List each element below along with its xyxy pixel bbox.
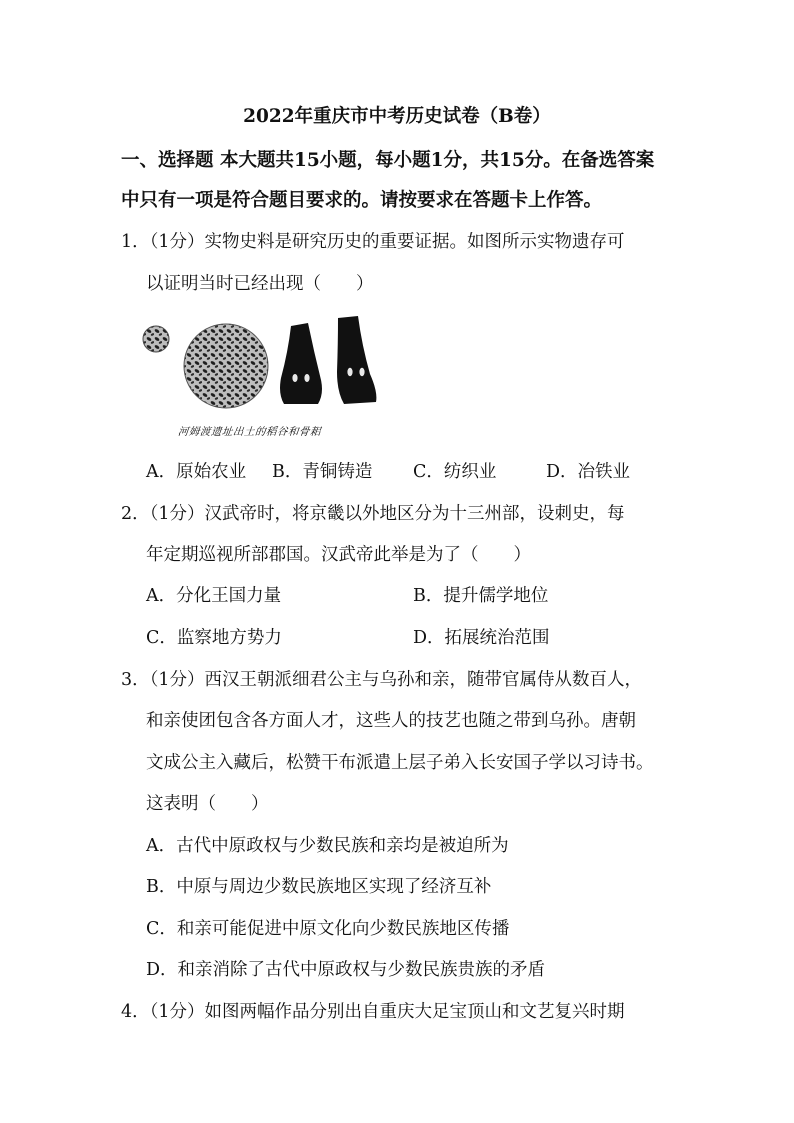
- q3-stem-line4: 这表明（ ）: [146, 794, 269, 814]
- q2-stem-line1: 2．（1分）汉武帝时，将京畿以外地区分为十三州部，设刺史，每: [121, 504, 625, 524]
- bone-spade-left: [280, 323, 322, 404]
- q3-stem-line3: 文成公主入藏后，松赞干布派遣上层子弟入长安国子学以习诗书。: [146, 753, 654, 773]
- q4-stem-line1: 4．（1分）如图两幅作品分别出自重庆大足宝顶山和文艺复兴时期: [121, 1002, 625, 1022]
- hemudu-artifacts-photo: [138, 312, 388, 442]
- section-heading-line1: 一、选择题 本大题共15小题，每小题1分，共15分。在备选答案: [121, 150, 655, 171]
- rice-grains-small: [143, 326, 169, 352]
- figure-caption: 河姆渡遗址出土的稻谷和骨耜: [177, 426, 322, 438]
- q1-option-a: A．原始农业: [146, 462, 247, 482]
- q1-option-c: C．纺织业: [413, 462, 497, 482]
- bone-spade-right: [337, 316, 376, 404]
- q2-option-a: A．分化王国力量: [146, 586, 282, 606]
- q1-option-b: B．青铜铸造: [272, 462, 373, 482]
- section-heading-line2: 中只有一项是符合题目要求的。请按要求在答题卡上作答。: [121, 190, 603, 211]
- q3-option-b: B．中原与周边少数民族地区实现了经济互补: [146, 877, 492, 897]
- q2-option-b: B．提升儒学地位: [413, 586, 549, 606]
- rice-grains-large: [184, 324, 268, 408]
- page-title: 2022年重庆市中考历史试卷（B卷）: [243, 106, 551, 127]
- q1-stem-line1: 1．（1分）实物史料是研究历史的重要证据。如图所示实物遗存可: [121, 232, 625, 252]
- q1-stem-line2: 以证明当时已经出现（ ）: [146, 274, 374, 294]
- q3-option-c: C．和亲可能促进中原文化向少数民族地区传播: [146, 919, 510, 939]
- q1-option-d: D．冶铁业: [546, 462, 631, 482]
- q3-option-a: A．古代中原政权与少数民族和亲均是被迫所为: [146, 836, 509, 856]
- q2-option-c: C．监察地方势力: [146, 628, 282, 648]
- q3-stem-line1: 3．（1分）西汉王朝派细君公主与乌孙和亲，随带官属侍从数百人，: [121, 670, 643, 690]
- q3-option-d: D．和亲消除了古代中原政权与少数民族贵族的矛盾: [146, 960, 546, 980]
- q2-stem-line2: 年定期巡视所部郡国。汉武帝此举是为了（ ）: [146, 545, 531, 565]
- q2-option-d: D．拓展统治范围: [413, 628, 550, 648]
- q3-stem-line2: 和亲使团包含各方面人才，这些人的技艺也随之带到乌孙。唐朝: [146, 711, 636, 731]
